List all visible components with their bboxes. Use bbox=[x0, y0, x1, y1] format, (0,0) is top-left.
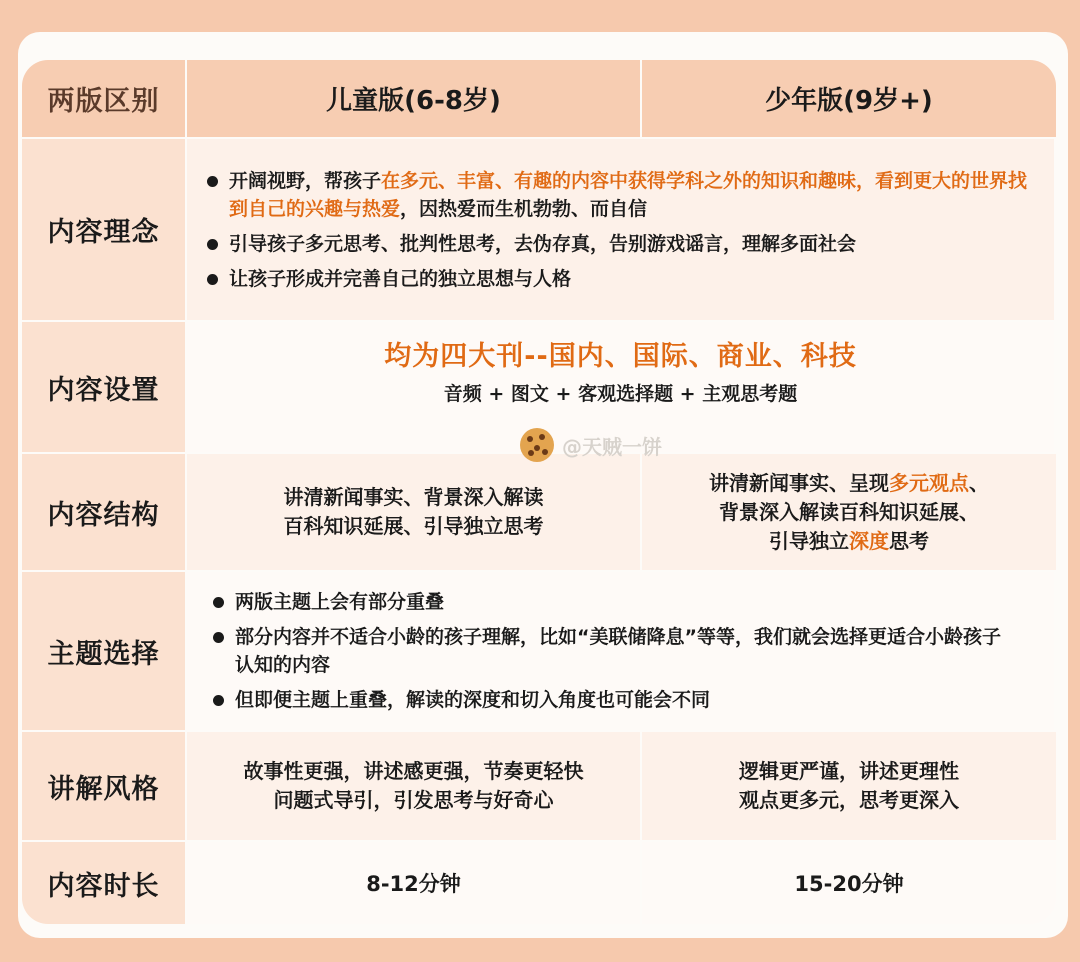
row-label-structure bbox=[22, 454, 187, 572]
setting-sub-text: 音频 + 图文 + 客观选择题 + 主观思考题 bbox=[443, 383, 798, 405]
row-label-topic bbox=[22, 572, 187, 732]
row-label-duration-text: 内容时长 bbox=[47, 870, 160, 902]
style-teen-line-1: 逻辑更严谨，讲述更理性 bbox=[739, 759, 959, 783]
structure-children-line-1: 讲清新闻事实、背景深入解读 bbox=[283, 485, 544, 509]
bullet-dot-icon bbox=[207, 239, 218, 250]
concept-bullet-1-highlight: 在多元、丰富、有趣的内容中获得学科之外的知识和趣味，看到更大的世界找到自己的兴趣与热爱 bbox=[229, 169, 1028, 220]
topic-bullet-2 bbox=[213, 623, 1018, 679]
concept-bullet-1-text: 开阔视野，帮孩子 bbox=[229, 169, 382, 192]
column-header-teen-text: 少年版(9岁+) bbox=[765, 86, 933, 116]
style-teen bbox=[642, 732, 1056, 842]
concept-bullet-2 bbox=[207, 230, 1030, 258]
bullet-dot-icon bbox=[213, 695, 224, 706]
structure-children-line-2: 百科知识延展、引导独立思考 bbox=[283, 514, 544, 538]
structure-teen-highlight-1: 多元观点 bbox=[889, 470, 969, 495]
bullet-dot-icon bbox=[207, 176, 218, 187]
row-label-structure-text: 内容结构 bbox=[47, 499, 160, 531]
row-label-style-text: 讲解风格 bbox=[47, 773, 160, 805]
duration-teen bbox=[642, 842, 1056, 924]
row-label-setting-text: 内容设置 bbox=[47, 374, 160, 406]
row-label-topic-text: 主题选择 bbox=[47, 638, 160, 670]
structure-children bbox=[187, 454, 642, 572]
structure-teen-line-3-text: 引导独立 bbox=[769, 528, 849, 553]
topic-bullet-2-text: 部分内容并不适合小龄的孩子理解，比如“美联储降息”等等，我们就会选择更适合小龄孩子认知的内容 bbox=[235, 626, 1001, 676]
cookie-icon bbox=[520, 428, 554, 462]
structure-teen-line-1 bbox=[709, 469, 989, 498]
style-children-line-1: 故事性更强，讲述感更强，节奏更轻快 bbox=[243, 759, 584, 783]
duration-children bbox=[187, 842, 642, 924]
column-header-teen bbox=[642, 60, 1056, 139]
structure-teen-line-3 bbox=[709, 527, 989, 556]
concept-bullet-3 bbox=[207, 265, 1030, 293]
structure-teen-line-1-text: 讲清新闻事实、呈现 bbox=[709, 470, 889, 495]
topic-content bbox=[187, 572, 1056, 732]
setting-main-text: 均为四大刊--国内、国际、商业、科技 bbox=[384, 341, 857, 372]
column-header-children-text: 儿童版(6-8岁) bbox=[326, 86, 501, 116]
concept-bullet-1-tail: ，因热爱而生机勃勃、而自信 bbox=[400, 197, 648, 220]
structure-teen-highlight-2: 深度 bbox=[849, 528, 889, 553]
style-children-line-2: 问题式导引，引发思考与好奇心 bbox=[273, 788, 554, 812]
row-label-concept bbox=[22, 139, 187, 322]
concept-bullet-1 bbox=[207, 167, 1030, 223]
row-label-concept-text: 内容理念 bbox=[47, 217, 160, 248]
comparison-table bbox=[22, 60, 1056, 924]
topic-bullet-1-text: 两版主题上会有部分重叠 bbox=[235, 591, 445, 613]
row-label-duration bbox=[22, 842, 187, 924]
corner-header bbox=[22, 60, 187, 139]
structure-teen bbox=[642, 454, 1056, 572]
bullet-dot-icon bbox=[207, 274, 218, 285]
bullet-dot-icon bbox=[213, 597, 224, 608]
structure-teen-line-1-tail: 、 bbox=[969, 470, 989, 495]
row-label-style bbox=[22, 732, 187, 842]
topic-bullet-3 bbox=[213, 686, 1018, 714]
column-header-children bbox=[187, 60, 642, 139]
concept-bullet-3-text: 让孩子形成并完善自己的独立思想与人格 bbox=[229, 267, 572, 290]
topic-bullet-3-text: 但即便主题上重叠，解读的深度和切入角度也可能会不同 bbox=[235, 689, 711, 711]
style-children bbox=[187, 732, 642, 842]
structure-teen-line-3-tail: 思考 bbox=[889, 528, 929, 553]
structure-teen-line-2: 背景深入解读百科知识延展、 bbox=[719, 499, 979, 524]
watermark-text: @天贼一饼 bbox=[562, 434, 662, 459]
duration-children-text: 8-12分钟 bbox=[366, 872, 461, 896]
style-teen-line-2: 观点更多元，思考更深入 bbox=[739, 788, 959, 812]
topic-bullet-1 bbox=[213, 588, 1018, 616]
corner-header-text: 两版区别 bbox=[47, 86, 160, 117]
watermark bbox=[520, 428, 662, 462]
concept-content bbox=[187, 139, 1056, 322]
bullet-dot-icon bbox=[213, 632, 224, 643]
concept-bullet-2-text: 引导孩子多元思考、批判性思考，去伪存真，告别游戏谣言，理解多面社会 bbox=[229, 232, 857, 255]
duration-teen-text: 15-20分钟 bbox=[794, 872, 904, 896]
row-label-setting bbox=[22, 322, 187, 454]
